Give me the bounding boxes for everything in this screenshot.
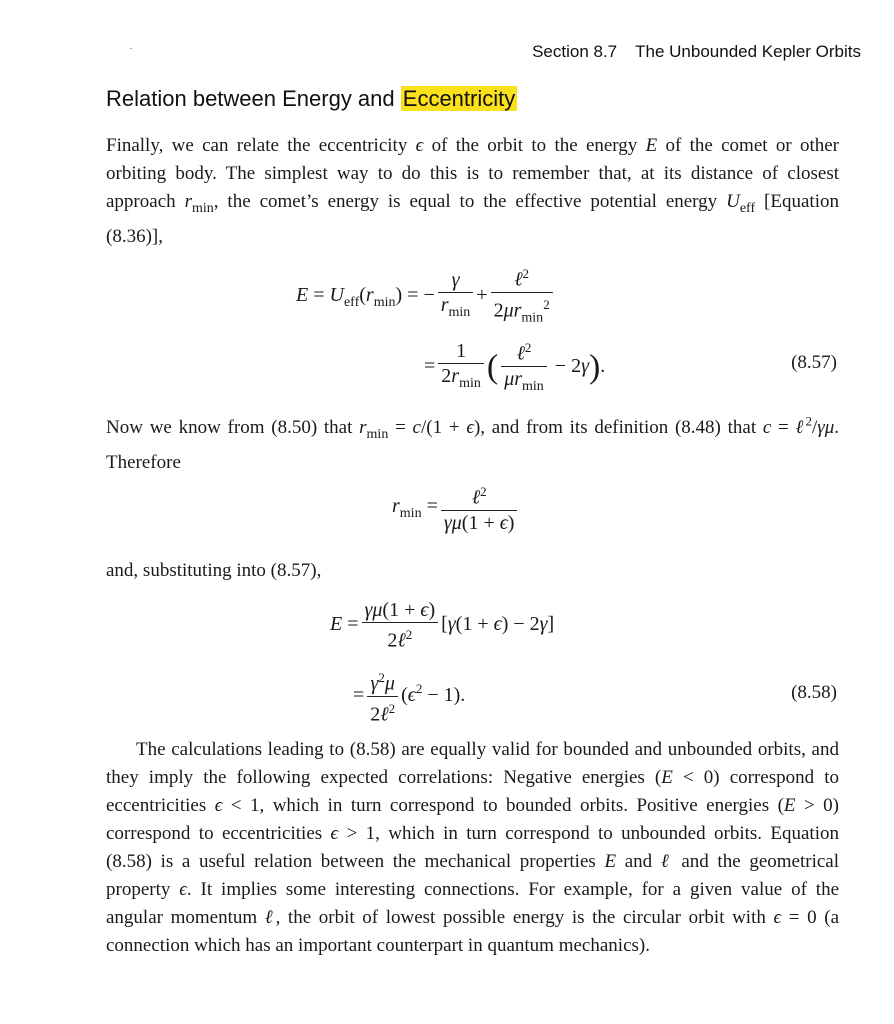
equation-8-58-line-1: E = $\frac{\gamma\mu(1 + \epsilon)}{2\ell^2}$ [γ(1 + ϵ) − 2γ] (330, 599, 555, 652)
subsection-heading (106, 86, 517, 112)
paragraph-4-text: The calculations leading to (8.58) are equally valid for bounded and unbounded orbits, and they imply the following expected correlations: Negative energies (E < 0) correspond to eccentricities ϵ < 1, which in turn correspond to bounded orbits. Positive energies (E > 0) correspond to eccentricities ϵ > 1, which in turn correspond to unbounded orbits. Equation (8.58) is a useful relation between the mechanical properties E and ℓ and the geometrical property ϵ. It implies some interesting connections. For example, for a given value of the angular momentum ℓ, the orbit of lowest possible energy is the circular orbit with ϵ = 0 (a connection which has an important counterpart in quantum mechanics). (106, 739, 840, 956)
paragraph-4 (106, 736, 839, 960)
equation-rmin: $r_{min}$ = $\frac{\ell^2}{\gamma\mu(1 + \epsilon)}$ (392, 480, 520, 535)
section-title: The Unbounded Kepler Orbits (635, 42, 861, 61)
equation-number-8-57: (8.57) (791, 352, 837, 373)
paragraph-1 (106, 132, 839, 251)
equation-8-57-line-2: = $\frac{1}{2r_{min}}$ ( $\frac{\ell^2}{\mu r_{min}}$ − 2γ). (424, 336, 605, 399)
section-number: Section 8.7 (532, 42, 618, 61)
paragraph-3: and, substituting into (8.57), (106, 560, 322, 581)
paragraph-1-text: Finally, we can relate the eccentricity ϵ of the orbit to the energy E of the comet or other orbiting body. The simplest way to do this is to remember that, at its distance of closest approach $r_{min}$, the comet’s energy is equal to the effective potential energy $U_{eff}$ [Equation (8.36)], (106, 135, 839, 247)
running-header (532, 42, 861, 62)
paragraph-2-text: Now we know from (8.50) that $r_{min} = c/(1 + \epsilon)$, and from its definition (8.48) that c = ℓ$^2$/γμ. Therefore (106, 414, 840, 474)
scan-speck (130, 48, 132, 49)
equation-8-58-line-2: = $\frac{\gamma^2\mu}{2\ell^2}$ $(\epsilon^2 - 1)$. (353, 670, 466, 726)
highlighted-word: Eccentricity (402, 86, 516, 111)
equation-8-57-line-1: $E = U_{eff}(r_{min})$ = − $\frac{\gamma}{r_{min}}$ + $\frac{\ell^2}{2\mu r_{min}^2}$ (296, 262, 556, 330)
paragraph-2 (106, 408, 839, 477)
heading-text: Relation between Energy and (106, 86, 401, 111)
equation-number-8-58: (8.58) (791, 682, 837, 703)
